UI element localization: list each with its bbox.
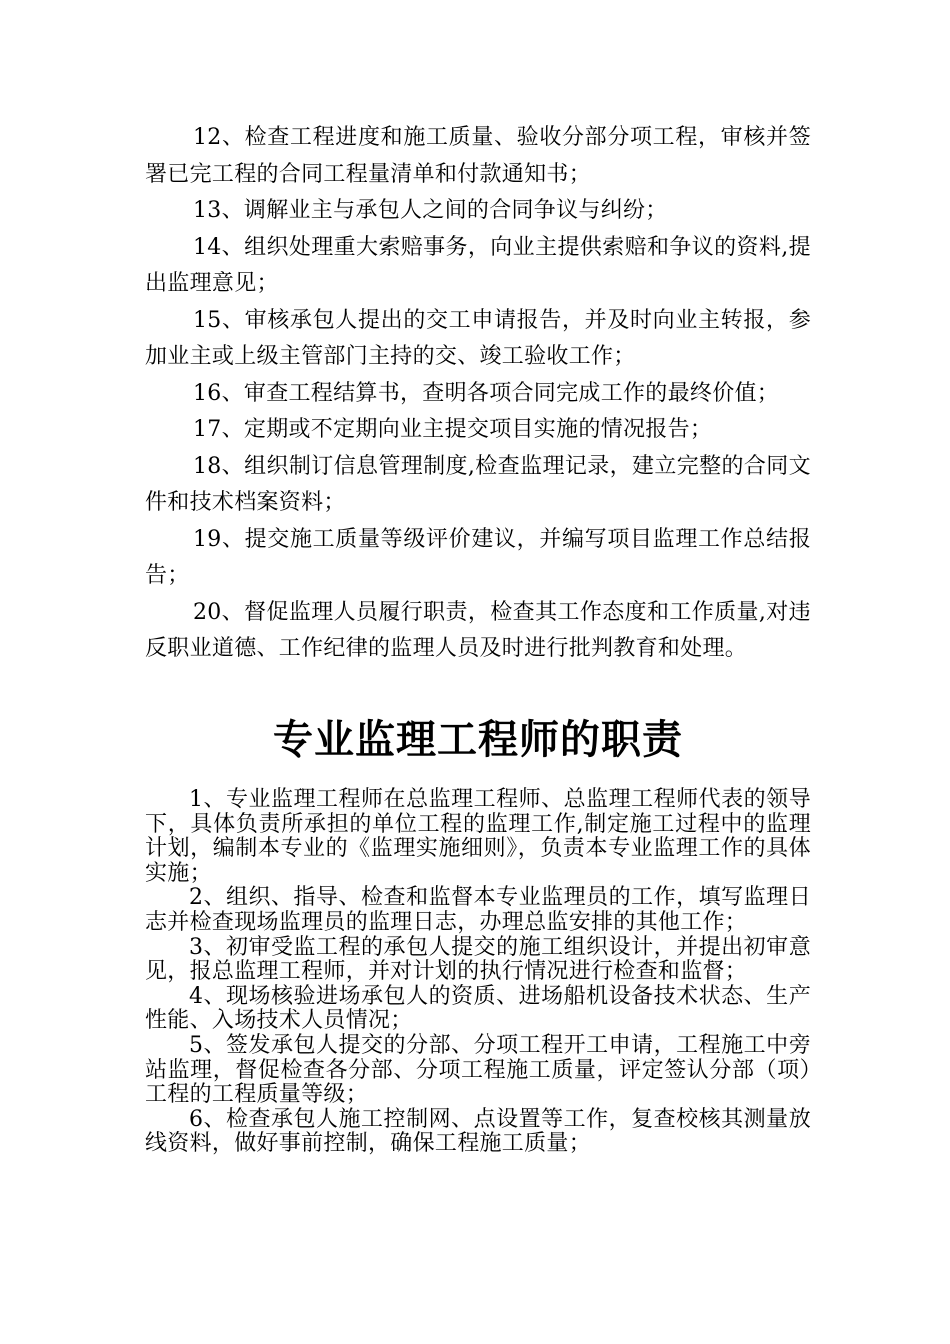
duty-item-17: 17、定期或不定期向业主提交项目实施的情况报告； — [193, 417, 713, 442]
duty-item-12: 12、检查工程进度和施工质量、验收分部分项工程，审核并签署已完工程的合同工程量清单和付款通知书； — [145, 125, 811, 187]
engineer-duty-item-1: 1、专业监理工程师在总监理工程师、总监理工程师代表的领导下，具体负责所承担的单位工程的监理工作,制定施工过程中的监理计划，编制本专业的《监理实施细则》，负责本专业监理工作的具体实施； — [145, 787, 811, 886]
duty-item-13: 13、调解业主与承包人之间的合同争议与纠纷； — [193, 198, 668, 223]
duty-item-20: 20、督促监理人员履行职责，检查其工作态度和工作质量,对违反职业道德、工作纪律的监理人员及时进行批判教育和处理。 — [145, 599, 811, 661]
engineer-duty-item-5: 5、签发承包人提交的分部、分项工程开工申请，工程施工中旁站监理，督促检查各分部、分项工程施工质量，评定签认分部（项）工程的工程质量等级； — [145, 1032, 811, 1108]
supervisor-duties-continued — [145, 120, 811, 668]
engineer-duty-item-2: 2、组织、指导、检查和监督本专业监理员的工作，填写监理日志并检查现场监理员的监理日志，办理总监安排的其他工作； — [145, 885, 811, 935]
duty-item-19: 19、提交施工质量等级评价建议，并编写项目监理工作总结报告； — [145, 526, 811, 588]
engineer-duty-item-4: 4、现场核验进场承包人的资质、进场船机设备技术状态、生产性能、入场技术人员情况； — [145, 983, 811, 1034]
duty-item-15: 15、审核承包人提出的交工申请报告，并及时向业主转报，参加业主或上级主管部门主持的交、竣工验收工作； — [145, 307, 811, 369]
duty-item-14: 14、组织处理重大索赔事务，向业主提供索赔和争议的资料,提出监理意见； — [145, 234, 811, 296]
engineer-duty-item-3: 3、初审受监工程的承包人提交的施工组织设计，并提出初审意见，报总监理工程师，并对计划的执行情况进行检查和监督； — [145, 934, 811, 985]
duty-item-18: 18、组织制订信息管理制度,检查监理记录，建立完整的合同文件和技术档案资料； — [145, 453, 811, 515]
section-title: 专业监理工程师的职责 — [273, 717, 683, 763]
engineer-duty-item-6: 6、检查承包人施工控制网、点设置等工作，复查校核其测量放线资料，做好事前控制，确保工程施工质量； — [145, 1106, 811, 1157]
duty-item-16: 16、审查工程结算书，查明各项合同完成工作的最终价值； — [193, 380, 780, 406]
engineer-duties — [145, 788, 811, 1157]
